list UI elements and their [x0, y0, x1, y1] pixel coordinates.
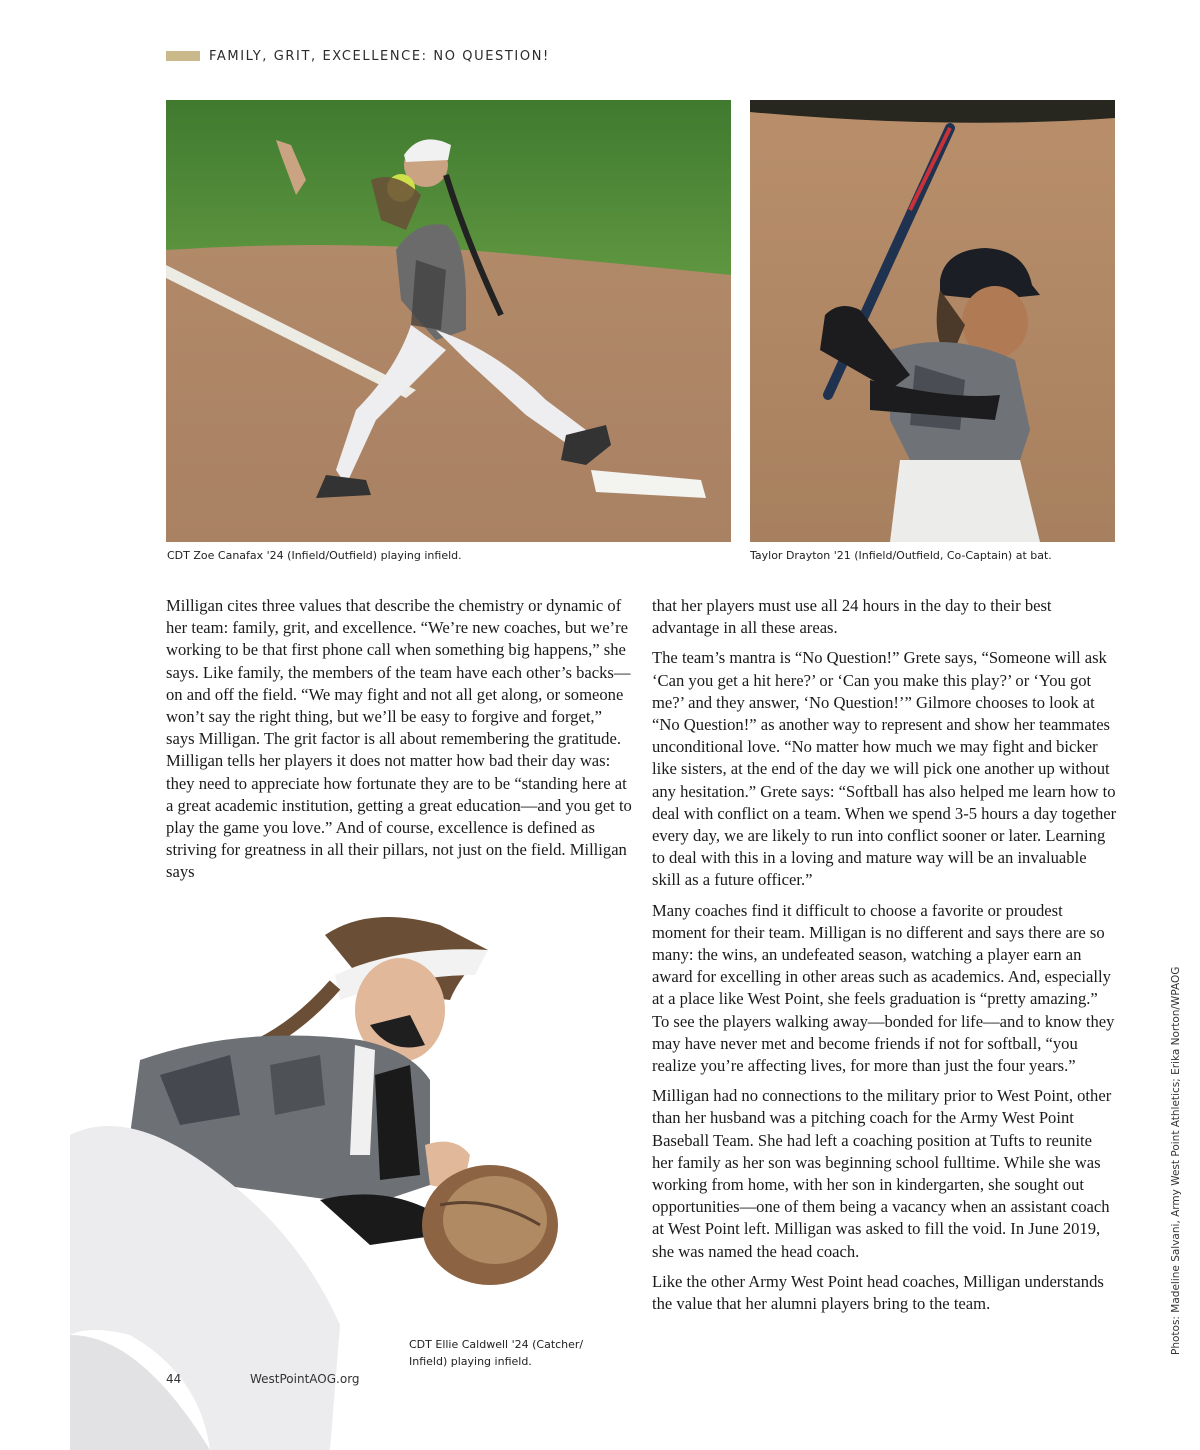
photo-batter — [750, 100, 1115, 542]
section-accent-bar — [166, 51, 200, 61]
section-title: FAMILY, GRIT, EXCELLENCE: NO QUESTION! — [209, 48, 550, 64]
footer-site-link[interactable]: WestPointAOG.org — [250, 1372, 360, 1386]
photo-caption-1: CDT Zoe Canafax '24 (Infield/Outfield) playing infield. — [167, 549, 462, 562]
photo-caption-3 — [409, 1336, 583, 1370]
article-paragraph: that her players must use all 24 hours in the day to their best advantage in all these areas. — [652, 596, 1052, 638]
photo-credit: Photos: Madeline Salvani, Army West Point Athletics; Erika Norton/WPAOG — [1170, 966, 1182, 1355]
photo-caption-3-line1: CDT Ellie Caldwell '24 (Catcher/ — [409, 1338, 584, 1351]
section-header — [166, 46, 550, 66]
article-left-column — [166, 595, 632, 892]
photo-caption-3-line2: Infield) playing infield. — [409, 1355, 532, 1368]
article-paragraph: Milligan had no connections to the military prior to West Point, other than her husband was a pitching coach for the Army West Point Baseball Team. She had left a coaching position at Tufts to reunite her family as her son was beginning school fulltime. While she was working from home, with her son in kindergarten, she sought out opportunities—one of them being a vacancy when an assistant coach at West Point left. Milligan was asked to fill the void. In June 2019, she was named the head coach. — [652, 1086, 1112, 1261]
article-paragraph: Many coaches find it difficult to choose a favorite or proudest moment for their team. Milligan is no different and says there are so many: the wins, an undefeated season, watching a player earn an award for excelling in other areas such as academics. And, especially at a place like West Point, she feels graduation is “pretty amazing.” To see the players walking away—bonded for life—and to know they may have never met and become friends if not for softball, “you realize you’re affecting lives, for more than just the four years.” — [652, 900, 1115, 1076]
photo-caption-2: Taylor Drayton '21 (Infield/Outfield, Co-Captain) at bat. — [750, 549, 1052, 562]
article-paragraph: Like the other Army West Point head coaches, Milligan understands the value that her alumni players bring to the team. — [652, 1271, 1104, 1314]
article-right-column — [652, 595, 1117, 1323]
photo-infielder-stretch — [166, 100, 731, 542]
article-paragraph: The team’s mantra is “No Question!” Grete says, “Someone will ask ‘Can you get a hit here?’ or ‘Can you make this play?’ or ‘You got me?’ and they answer, ‘No Question!’” Gilmore chooses to look at “No Question!” as another way to represent and show her teammates unconditional love. “No matter how much we may fight and bicker like sisters, at the end of the day we will pick one another up without any hesitation.” Grete says: “Softball has also helped me learn how to deal with conflict on a team. When we spend 3-5 hours a day together every day, we are likely to run into conflict sooner or later. Learning to deal with this in a loving and mature way will be an invaluable skill as a future officer.” — [652, 648, 1117, 890]
page-number: 44 — [166, 1372, 182, 1386]
article-paragraph: Milligan cites three values that describe the chemistry or dynamic of her team: family, grit, and excellence. “We’re new coaches, but we’re working to be that first phone call when something big happens,” she says. Like family, the members of the team have each other’s backs—on and off the field. “We may fight and not all get along, or someone won’t say the right thing, but we’ll be easy to forgive and forget,” says Milligan. The grit factor is all about remembering the gratitude. Milligan tells her players it does not matter how bad their day was: they need to appreciate how fortunate they are to be “standing here at a great academic institution, getting a great education—and you get to play the game you love.” And of course, excellence is defined as striving for greatness in all their pillars, not just on the field. Milligan says — [166, 596, 632, 882]
